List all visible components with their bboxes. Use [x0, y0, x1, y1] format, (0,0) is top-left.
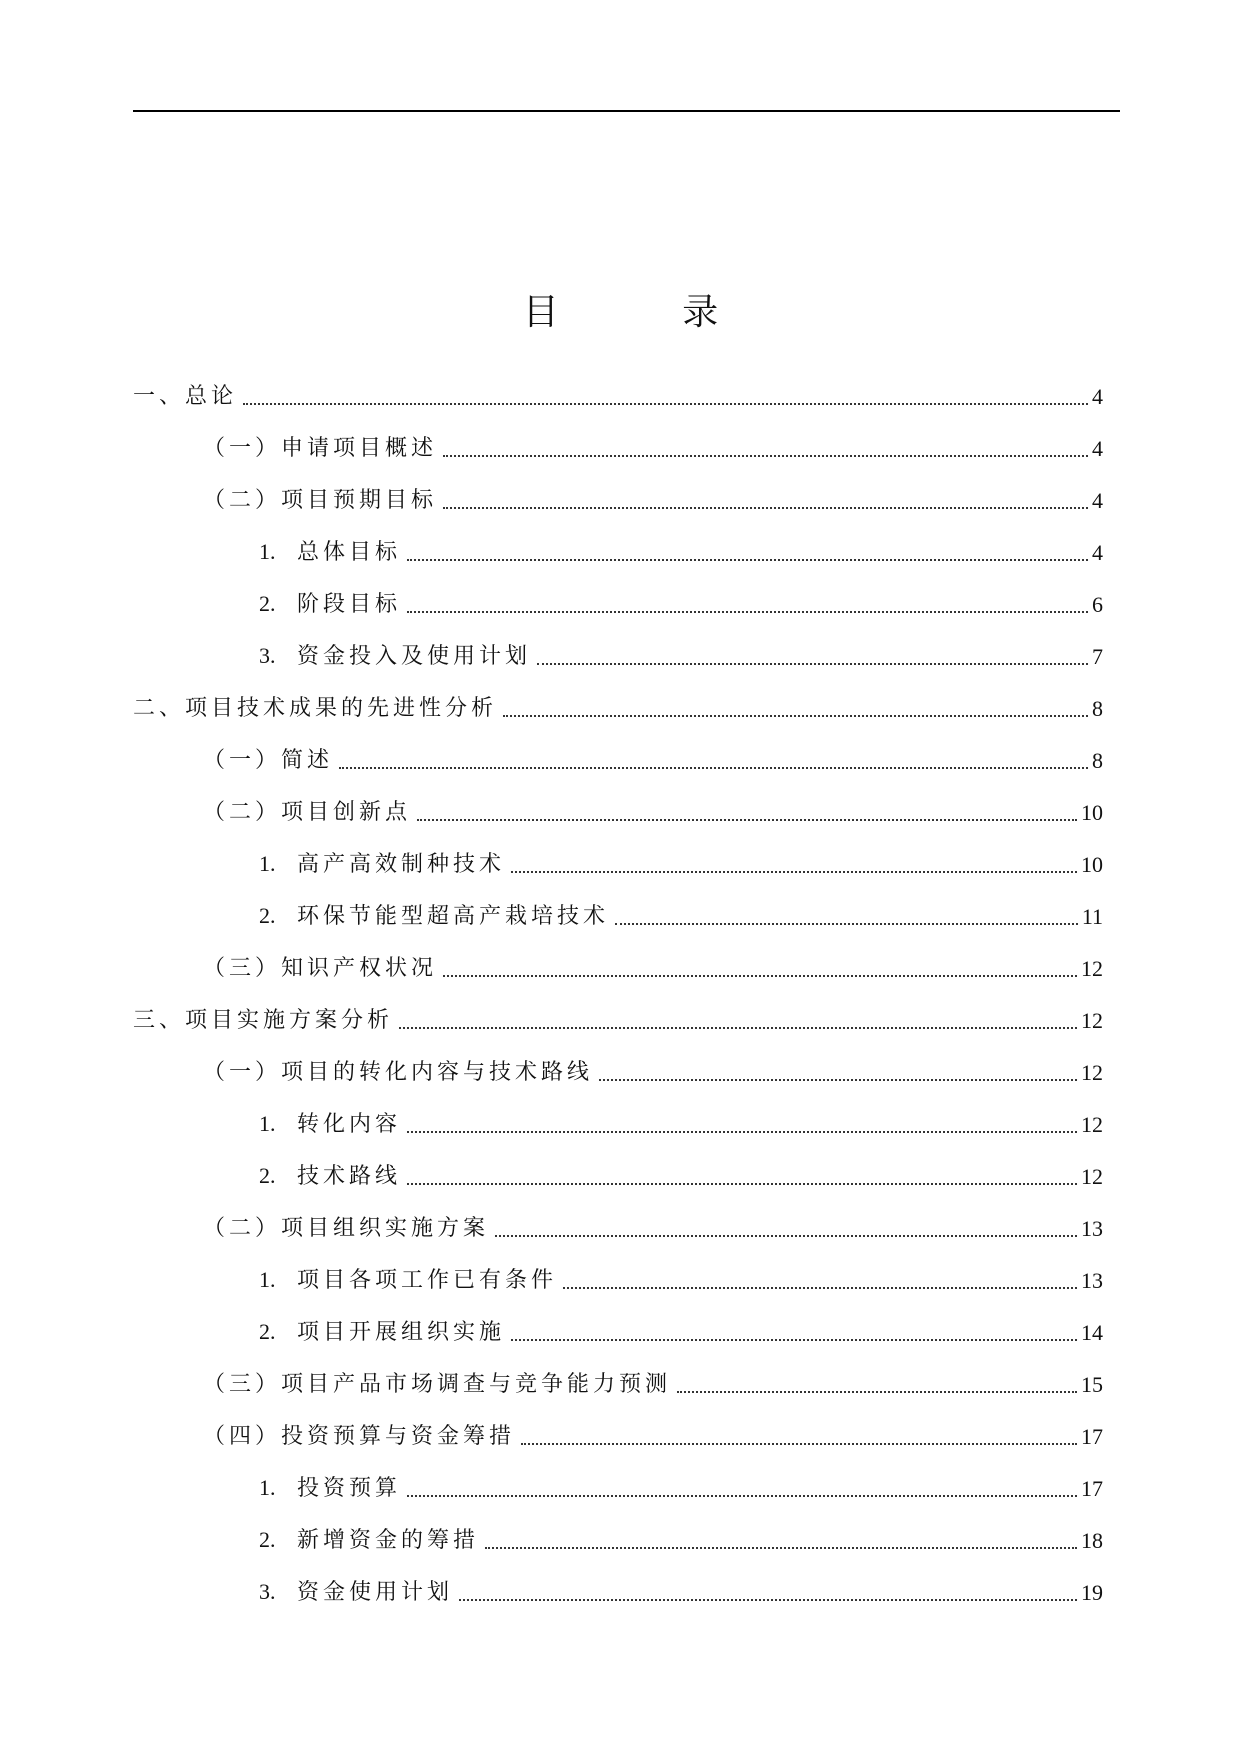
toc-dot-leader	[443, 455, 1088, 457]
toc-entry[interactable]	[133, 412, 1103, 464]
toc-dot-leader	[521, 1443, 1077, 1445]
toc-entry-number: 2.	[259, 1319, 276, 1344]
toc-page-number: 12	[1081, 1008, 1103, 1033]
toc-entry-label	[259, 1109, 401, 1140]
toc-dot-leader	[677, 1391, 1077, 1393]
toc-page-number: 7	[1092, 644, 1103, 669]
toc-dot-leader	[407, 611, 1088, 613]
toc-dot-leader	[495, 1235, 1077, 1237]
toc-entry-text: （四）投资预算与资金筹措	[203, 1424, 516, 1449]
toc-entry-text: 阶段目标	[297, 592, 402, 617]
toc-entry-text: 投资预算	[297, 1476, 402, 1501]
toc-entry-text: 一、总论	[133, 384, 238, 409]
toc-entry-label	[133, 1006, 393, 1036]
toc-entry-label	[203, 1058, 593, 1088]
toc-entry-number: 3.	[259, 643, 276, 668]
toc-page-number: 4	[1092, 436, 1103, 461]
toc-entry-text: 资金使用计划	[297, 1580, 454, 1605]
toc-page-number: 4	[1092, 488, 1103, 513]
toc-page-number: 8	[1092, 696, 1103, 721]
toc-entry[interactable]	[133, 568, 1103, 620]
toc-entry-label	[259, 589, 401, 620]
toc-page-number: 4	[1092, 384, 1103, 409]
toc-page-number: 12	[1081, 956, 1103, 981]
toc-entry-label	[259, 537, 401, 568]
toc-page-number: 18	[1081, 1528, 1103, 1553]
toc-entry-label	[133, 382, 237, 412]
toc-entry-label	[259, 1473, 401, 1504]
toc-dot-leader	[443, 975, 1077, 977]
toc-entry-text: 高产高效制种技术	[297, 852, 506, 877]
toc-entry-text: 转化内容	[297, 1112, 402, 1137]
toc-entry-text: 项目各项工作已有条件	[297, 1268, 558, 1293]
toc-entry-label	[259, 849, 505, 880]
toc-entry-label	[203, 798, 411, 828]
toc-entry-label	[259, 641, 531, 672]
toc-entry[interactable]	[133, 1036, 1103, 1088]
toc-entry-label	[203, 746, 333, 776]
toc-dot-leader	[511, 1339, 1077, 1341]
toc-entry[interactable]	[133, 776, 1103, 828]
toc-dot-leader	[599, 1079, 1077, 1081]
toc-entry[interactable]	[133, 1296, 1103, 1348]
toc-page-number: 6	[1092, 592, 1103, 617]
toc-entry-label	[203, 486, 437, 516]
toc-entry[interactable]	[133, 880, 1103, 932]
toc-entry[interactable]	[133, 620, 1103, 672]
toc-entry-number: 1.	[259, 539, 276, 564]
toc-entry[interactable]	[133, 464, 1103, 516]
toc-entry[interactable]	[133, 1088, 1103, 1140]
toc-entry-label	[203, 1422, 515, 1452]
toc-entry-label	[259, 1577, 453, 1608]
toc-page-number: 15	[1081, 1372, 1103, 1397]
toc-entry[interactable]	[133, 1348, 1103, 1400]
toc-dot-leader	[443, 507, 1088, 509]
toc-dot-leader	[399, 1027, 1077, 1029]
toc-entry-text: （二）项目组织实施方案	[203, 1216, 490, 1241]
toc-dot-leader	[339, 767, 1088, 769]
toc-dot-leader	[537, 663, 1088, 665]
toc-entry-text: 项目开展组织实施	[297, 1320, 506, 1345]
toc-entry[interactable]	[133, 360, 1103, 412]
toc-entry-text: 二、项目技术成果的先进性分析	[133, 696, 498, 721]
toc-entry[interactable]	[133, 1400, 1103, 1452]
toc-dot-leader	[459, 1599, 1077, 1601]
toc-entry-text: （二）项目预期目标	[203, 488, 438, 513]
toc-page-number: 10	[1081, 852, 1103, 877]
toc-entry-label	[203, 1214, 489, 1244]
toc-entry-number: 1.	[259, 1475, 276, 1500]
toc-entry-text: 总体目标	[297, 540, 402, 565]
header-rule	[133, 110, 1120, 112]
toc-entry[interactable]	[133, 1244, 1103, 1296]
toc-entry-text: 环保节能型超高产栽培技术	[297, 904, 610, 929]
toc-page-number: 12	[1081, 1164, 1103, 1189]
toc-page-number: 10	[1081, 800, 1103, 825]
toc-entry[interactable]	[133, 724, 1103, 776]
toc-dot-leader	[417, 819, 1077, 821]
toc-entry-text: （一）项目的转化内容与技术路线	[203, 1060, 594, 1085]
toc-page-number: 8	[1092, 748, 1103, 773]
toc-entry-number: 1.	[259, 1111, 276, 1136]
toc-entry[interactable]	[133, 1140, 1103, 1192]
toc-entry[interactable]	[133, 984, 1103, 1036]
toc-entry-text: （二）项目创新点	[203, 800, 412, 825]
toc-entry-label	[203, 954, 437, 984]
toc-title: 目 录	[522, 292, 775, 333]
toc-page-number: 12	[1081, 1060, 1103, 1085]
toc-entry-label	[259, 1161, 401, 1192]
toc-entry-number: 2.	[259, 591, 276, 616]
toc-entry-text: 资金投入及使用计划	[297, 644, 532, 669]
toc-entry-text: （三）项目产品市场调查与竞争能力预测	[203, 1372, 672, 1397]
toc-dot-leader	[407, 1131, 1077, 1133]
toc-entry-text: （三）知识产权状况	[203, 956, 438, 981]
toc-entry-text: （一）简述	[203, 748, 334, 773]
toc-page-number: 12	[1081, 1112, 1103, 1137]
toc-dot-leader	[243, 403, 1088, 405]
toc-entry-text: （一）申请项目概述	[203, 436, 438, 461]
toc-entry-label	[259, 1265, 557, 1296]
toc-dot-leader	[407, 1495, 1077, 1497]
toc-entry-label	[259, 1317, 505, 1348]
toc-dot-leader	[407, 1183, 1077, 1185]
toc-dot-leader	[485, 1547, 1077, 1549]
toc-page-number: 14	[1081, 1320, 1103, 1345]
toc-entry-label	[133, 694, 497, 724]
toc-entry-text: 新增资金的筹措	[297, 1528, 480, 1553]
toc-entry-number: 2.	[259, 903, 276, 928]
toc-page-number: 11	[1081, 904, 1103, 929]
toc-entry-text: 技术路线	[297, 1164, 402, 1189]
toc-entry-number: 1.	[259, 851, 276, 876]
toc-page-number: 13	[1081, 1216, 1103, 1241]
toc-entry-number: 1.	[259, 1267, 276, 1292]
toc-entry[interactable]	[133, 828, 1103, 880]
toc-dot-leader	[615, 923, 1078, 925]
toc-page-number: 13	[1081, 1268, 1103, 1293]
toc-page-number: 17	[1081, 1424, 1103, 1449]
toc-entry-label	[259, 1525, 479, 1556]
toc-entry-number: 2.	[259, 1163, 276, 1188]
toc-entry[interactable]	[133, 516, 1103, 568]
toc-entry-number: 3.	[259, 1579, 276, 1604]
toc-entry[interactable]	[133, 1192, 1103, 1244]
toc-dot-leader	[563, 1287, 1077, 1289]
toc-page-number: 19	[1081, 1580, 1103, 1605]
table-of-contents	[133, 360, 1103, 1608]
toc-dot-leader	[511, 871, 1077, 873]
toc-entry[interactable]	[133, 932, 1103, 984]
toc-entry-label	[259, 901, 609, 932]
toc-entry[interactable]	[133, 1556, 1103, 1608]
toc-page-number: 17	[1081, 1476, 1103, 1501]
toc-entry-label	[203, 1370, 671, 1400]
toc-dot-leader	[503, 715, 1088, 717]
toc-page-number: 4	[1092, 540, 1103, 565]
toc-entry-label	[203, 434, 437, 464]
toc-entry[interactable]	[133, 672, 1103, 724]
toc-entry[interactable]	[133, 1452, 1103, 1504]
toc-dot-leader	[407, 559, 1088, 561]
toc-entry[interactable]	[133, 1504, 1103, 1556]
toc-entry-number: 2.	[259, 1527, 276, 1552]
toc-entry-text: 三、项目实施方案分析	[133, 1008, 394, 1033]
